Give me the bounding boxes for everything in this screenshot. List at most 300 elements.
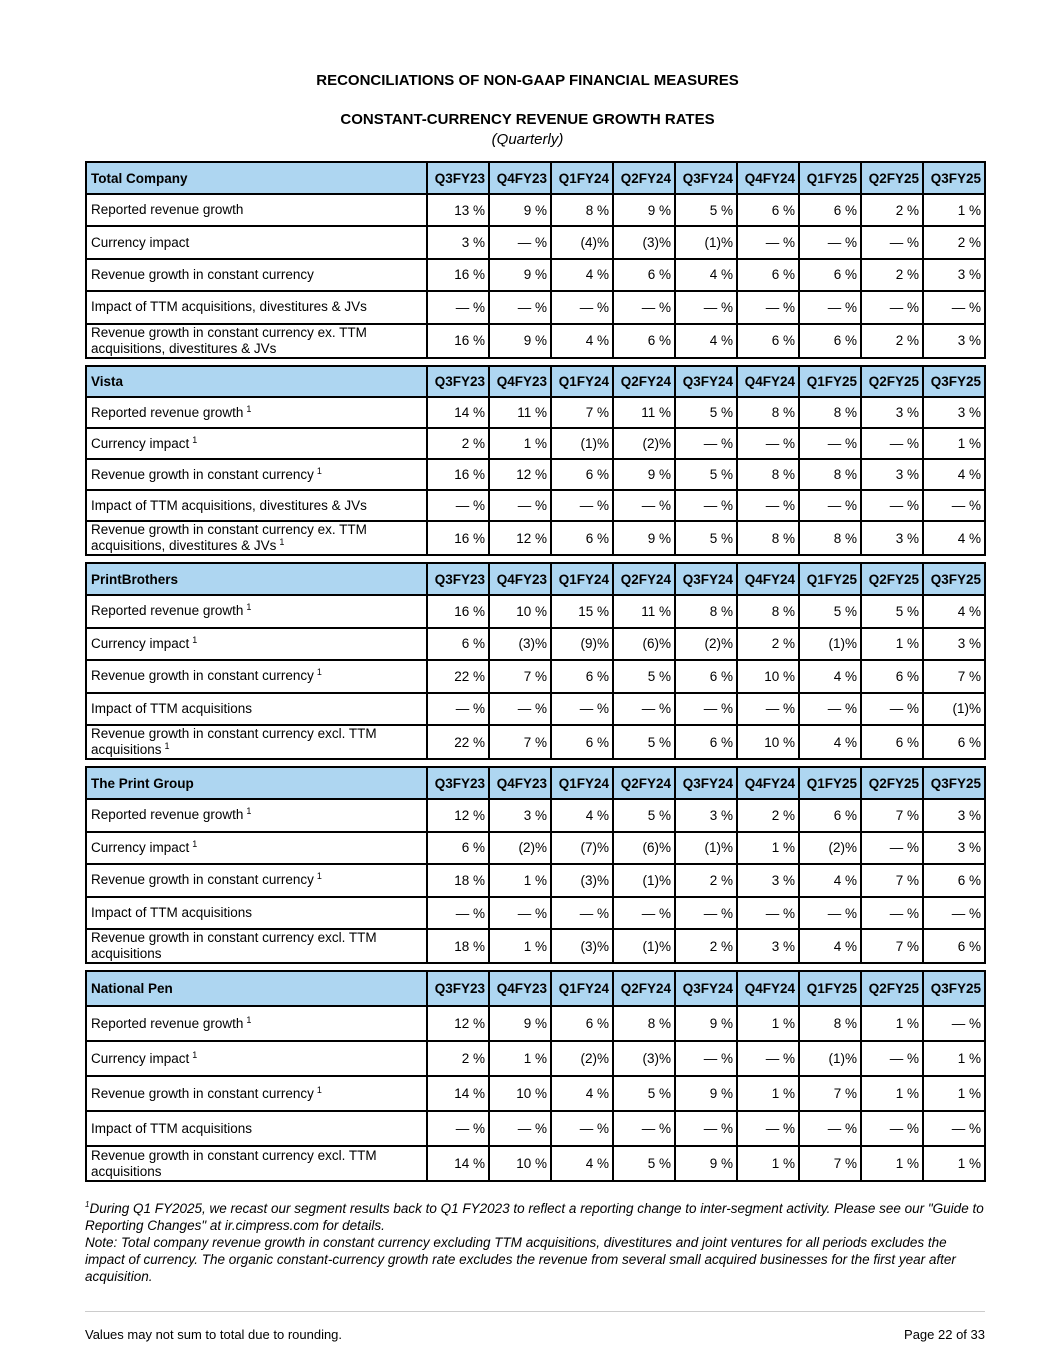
value-cell: — % (861, 832, 923, 865)
value-cell: 9 % (613, 194, 675, 226)
value-cell: 16 % (427, 324, 489, 358)
value-cell: 5 % (675, 194, 737, 226)
value-cell: 8 % (737, 595, 799, 628)
value-cell: 9 % (675, 1006, 737, 1041)
footnote-ref: 1 (316, 1084, 322, 1095)
value-cell: 9 % (489, 1006, 551, 1041)
footnote-text: During Q1 FY2025, we recast our segment results back to Q1 FY2023 to reflect a reporting change to inter-segment activity. Please see our "Guide to Reporting Changes" at ir.cimpress.com for details. (85, 1201, 984, 1233)
footnote-ref: 1 (192, 634, 198, 645)
value-cell: 18 % (427, 929, 489, 963)
value-cell: — % (613, 897, 675, 930)
column-header: Q2FY25 (861, 162, 923, 194)
value-cell: — % (489, 226, 551, 258)
table-row (86, 595, 985, 628)
row-label (86, 291, 427, 323)
row-label (86, 1076, 427, 1111)
row-label-text: Reported revenue growth (91, 202, 244, 218)
value-cell: (3)% (613, 226, 675, 258)
table-row (86, 832, 985, 865)
value-cell: 4 % (799, 660, 861, 693)
segment-name: National Pen (86, 971, 427, 1006)
value-cell: 16 % (427, 259, 489, 291)
value-cell: 3 % (861, 459, 923, 490)
value-cell: 16 % (427, 595, 489, 628)
value-cell: 5 % (613, 799, 675, 832)
value-cell: — % (675, 490, 737, 521)
table-row (86, 259, 985, 291)
value-cell: 1 % (861, 628, 923, 661)
value-cell: — % (737, 226, 799, 258)
value-cell: — % (861, 428, 923, 459)
value-cell: 7 % (799, 1146, 861, 1181)
row-label (86, 428, 427, 459)
table-total-company (85, 161, 986, 359)
value-cell: 1 % (861, 1006, 923, 1041)
value-cell: 6 % (675, 660, 737, 693)
value-cell: — % (675, 693, 737, 726)
table-row (86, 1111, 985, 1146)
row-label-text: Currency impact (91, 435, 190, 451)
row-label (86, 693, 427, 726)
value-cell: — % (551, 490, 613, 521)
value-cell: 1 % (737, 832, 799, 865)
value-cell: 1 % (861, 1146, 923, 1181)
value-cell: 7 % (923, 660, 985, 693)
table-row (86, 929, 985, 963)
value-cell: 6 % (923, 929, 985, 963)
footnote-ref: 1 (316, 465, 322, 476)
value-cell: — % (489, 1111, 551, 1146)
segment-name: Vista (86, 366, 427, 397)
value-cell: 1 % (489, 864, 551, 897)
value-cell: — % (861, 693, 923, 726)
value-cell: 5 % (675, 397, 737, 428)
column-header: Q1FY24 (551, 767, 613, 799)
column-header: Q3FY25 (923, 162, 985, 194)
value-cell: — % (675, 291, 737, 323)
value-cell: 6 % (799, 194, 861, 226)
value-cell: 9 % (613, 521, 675, 555)
column-header: Q3FY23 (427, 366, 489, 397)
value-cell: 5 % (613, 660, 675, 693)
table-row (86, 459, 985, 490)
value-cell: — % (489, 693, 551, 726)
value-cell: 4 % (551, 799, 613, 832)
value-cell: — % (675, 1041, 737, 1076)
value-cell: 4 % (551, 259, 613, 291)
value-cell: 6 % (737, 259, 799, 291)
footer-rounding-note: Values may not sum to total due to rounding. (85, 1327, 343, 1342)
value-cell: — % (799, 291, 861, 323)
value-cell: 8 % (799, 459, 861, 490)
value-cell: (1)% (675, 226, 737, 258)
row-label-text: Impact of TTM acquisitions, divestitures & JVs (91, 299, 367, 315)
value-cell: — % (923, 1111, 985, 1146)
value-cell: — % (675, 897, 737, 930)
period-label: (Quarterly) (491, 131, 564, 148)
column-header: Q3FY24 (675, 971, 737, 1006)
value-cell: 9 % (489, 194, 551, 226)
value-cell: — % (923, 1006, 985, 1041)
column-header: Q1FY25 (799, 971, 861, 1006)
value-cell: 1 % (923, 194, 985, 226)
value-cell: 22 % (427, 660, 489, 693)
row-label (86, 799, 427, 832)
value-cell: — % (489, 291, 551, 323)
value-cell: — % (923, 291, 985, 323)
table-row (86, 1006, 985, 1041)
value-cell: 1 % (923, 1041, 985, 1076)
row-label (86, 1041, 427, 1076)
column-header: Q2FY24 (613, 162, 675, 194)
row-label-text: Revenue growth in constant currency excl. TTM acquisitions (91, 930, 377, 962)
value-cell: 10 % (737, 660, 799, 693)
value-cell: 7 % (489, 725, 551, 759)
value-cell: 22 % (427, 725, 489, 759)
column-header: Q2FY24 (613, 366, 675, 397)
page-number: Page 22 of 33 (904, 1327, 985, 1342)
value-cell: 2 % (427, 1041, 489, 1076)
table-row (86, 291, 985, 323)
value-cell: 8 % (799, 1006, 861, 1041)
value-cell: — % (427, 490, 489, 521)
value-cell: (2)% (799, 832, 861, 865)
value-cell: — % (737, 490, 799, 521)
footnote-marker: 1 (85, 1200, 90, 1209)
value-cell: — % (737, 428, 799, 459)
value-cell: 14 % (427, 397, 489, 428)
row-label-text: Reported revenue growth (91, 1015, 244, 1031)
column-header: Q3FY23 (427, 563, 489, 595)
table-header-row (86, 767, 985, 799)
table-row (86, 897, 985, 930)
value-cell: (2)% (489, 832, 551, 865)
table-row (86, 799, 985, 832)
value-cell: — % (551, 291, 613, 323)
column-header: Q3FY25 (923, 767, 985, 799)
value-cell: 12 % (427, 799, 489, 832)
value-cell: (3)% (489, 628, 551, 661)
page-title: RECONCILIATIONS OF NON-GAAP FINANCIAL MEASURES (316, 72, 739, 89)
value-cell: 4 % (799, 929, 861, 963)
segment-name: PrintBrothers (86, 563, 427, 595)
row-label-text: Revenue growth in constant currency excl. TTM acquisitions (91, 726, 377, 757)
table-row (86, 1146, 985, 1181)
footnote-ref: 1 (316, 667, 322, 678)
value-cell: 6 % (737, 324, 799, 358)
value-cell: 4 % (923, 595, 985, 628)
value-cell: — % (799, 226, 861, 258)
column-header: Q1FY25 (799, 366, 861, 397)
row-label (86, 1111, 427, 1146)
table-row (86, 490, 985, 521)
column-header: Q4FY23 (489, 563, 551, 595)
value-cell: 1 % (861, 1076, 923, 1111)
value-cell: — % (799, 1111, 861, 1146)
value-cell: 2 % (861, 324, 923, 358)
row-label-text: Impact of TTM acquisitions (91, 700, 253, 716)
value-cell: 1 % (737, 1146, 799, 1181)
value-cell: 9 % (675, 1146, 737, 1181)
value-cell: — % (427, 1111, 489, 1146)
footnote-ref: 1 (164, 741, 170, 751)
value-cell: — % (489, 490, 551, 521)
row-label (86, 725, 427, 759)
table-header-row (86, 563, 985, 595)
row-label (86, 324, 427, 358)
value-cell: — % (861, 1111, 923, 1146)
value-cell: (4)% (551, 226, 613, 258)
value-cell: 8 % (675, 595, 737, 628)
row-label-text: Revenue growth in constant currency (91, 1085, 314, 1101)
row-label-text: Revenue growth in constant currency (91, 266, 314, 282)
row-label (86, 897, 427, 930)
table-row (86, 725, 985, 759)
value-cell: 2 % (675, 864, 737, 897)
value-cell: 3 % (675, 799, 737, 832)
row-label (86, 259, 427, 291)
column-header: Q4FY23 (489, 971, 551, 1006)
row-label-text: Currency impact (91, 839, 190, 855)
row-label (86, 864, 427, 897)
value-cell: 8 % (551, 194, 613, 226)
footnote-ref: 1 (246, 806, 252, 817)
footnote-ref: 1 (192, 838, 198, 849)
value-cell: 14 % (427, 1146, 489, 1181)
value-cell: 7 % (551, 397, 613, 428)
column-header: Q1FY24 (551, 162, 613, 194)
value-cell: — % (613, 291, 675, 323)
table-header-row (86, 971, 985, 1006)
table-the-print-group (85, 766, 986, 964)
value-cell: — % (551, 693, 613, 726)
column-header: Q2FY25 (861, 563, 923, 595)
value-cell: 4 % (923, 459, 985, 490)
value-cell: — % (551, 897, 613, 930)
table-printbrothers (85, 562, 986, 760)
value-cell: 5 % (613, 1076, 675, 1111)
table-vista (85, 365, 986, 556)
value-cell: 12 % (427, 1006, 489, 1041)
value-cell: 1 % (923, 428, 985, 459)
value-cell: — % (675, 428, 737, 459)
value-cell: — % (737, 897, 799, 930)
value-cell: — % (613, 490, 675, 521)
row-label-text: Reported revenue growth (91, 807, 244, 823)
value-cell: 3 % (923, 324, 985, 358)
value-cell: 3 % (427, 226, 489, 258)
row-label (86, 832, 427, 865)
footnote-ref: 1 (192, 434, 198, 445)
footnote-ref: 1 (246, 602, 252, 613)
value-cell: 1 % (923, 1076, 985, 1111)
value-cell: 11 % (489, 397, 551, 428)
table-row (86, 864, 985, 897)
column-header: Q1FY24 (551, 971, 613, 1006)
footnote-ref: 1 (246, 403, 252, 414)
value-cell: 9 % (613, 459, 675, 490)
column-header: Q1FY25 (799, 162, 861, 194)
row-label-text: Impact of TTM acquisitions (91, 1120, 253, 1136)
segment-name: Total Company (86, 162, 427, 194)
value-cell: (2)% (675, 628, 737, 661)
value-cell: 8 % (799, 521, 861, 555)
value-cell: (6)% (613, 832, 675, 865)
value-cell: 12 % (489, 459, 551, 490)
value-cell: 14 % (427, 1076, 489, 1111)
value-cell: 2 % (923, 226, 985, 258)
row-label (86, 660, 427, 693)
value-cell: — % (861, 291, 923, 323)
column-header: Q3FY24 (675, 767, 737, 799)
footnote (85, 1200, 985, 1285)
table-national-pen (85, 970, 986, 1182)
value-cell: 2 % (737, 628, 799, 661)
value-cell: — % (427, 693, 489, 726)
value-cell: 3 % (923, 397, 985, 428)
column-header: Q3FY24 (675, 162, 737, 194)
value-cell: — % (613, 1111, 675, 1146)
value-cell: 6 % (861, 725, 923, 759)
value-cell: 6 % (551, 521, 613, 555)
column-header: Q4FY24 (737, 971, 799, 1006)
row-label-text: Revenue growth in constant currency ex. TTM acquisitions, divestitures & JVs (91, 522, 367, 553)
value-cell: — % (861, 490, 923, 521)
row-label-text: Impact of TTM acquisitions, divestitures & JVs (91, 497, 367, 513)
value-cell: 10 % (489, 595, 551, 628)
footnote-ref: 1 (246, 1014, 252, 1025)
value-cell: (1)% (923, 693, 985, 726)
value-cell: (1)% (799, 1041, 861, 1076)
value-cell: 12 % (489, 521, 551, 555)
row-label (86, 226, 427, 258)
value-cell: — % (427, 291, 489, 323)
value-cell: — % (427, 897, 489, 930)
column-header: Q1FY25 (799, 563, 861, 595)
value-cell: 9 % (489, 259, 551, 291)
value-cell: 6 % (799, 799, 861, 832)
value-cell: — % (861, 1041, 923, 1076)
value-cell: (2)% (613, 428, 675, 459)
row-label-text: Impact of TTM acquisitions (91, 905, 253, 921)
value-cell: (1)% (613, 929, 675, 963)
table-row (86, 397, 985, 428)
value-cell: (2)% (551, 1041, 613, 1076)
value-cell: (3)% (613, 1041, 675, 1076)
row-label (86, 459, 427, 490)
value-cell: 9 % (489, 324, 551, 358)
value-cell: 3 % (923, 628, 985, 661)
value-cell: 6 % (427, 832, 489, 865)
row-label-text: Reported revenue growth (91, 603, 244, 619)
value-cell: (1)% (675, 832, 737, 865)
value-cell: (1)% (551, 428, 613, 459)
value-cell: 2 % (737, 799, 799, 832)
column-header: Q2FY25 (861, 971, 923, 1006)
value-cell: 1 % (737, 1006, 799, 1041)
value-cell: (1)% (799, 628, 861, 661)
value-cell: 16 % (427, 459, 489, 490)
column-header: Q2FY25 (861, 366, 923, 397)
column-header: Q3FY23 (427, 767, 489, 799)
row-label-text: Reported revenue growth (91, 404, 244, 420)
table-row (86, 324, 985, 358)
value-cell: 6 % (737, 194, 799, 226)
value-cell: — % (861, 897, 923, 930)
value-cell: 2 % (861, 194, 923, 226)
value-cell: 8 % (799, 397, 861, 428)
table-header-row (86, 366, 985, 397)
value-cell: 7 % (861, 864, 923, 897)
value-cell: — % (675, 1111, 737, 1146)
value-cell: 6 % (551, 725, 613, 759)
value-cell: — % (737, 693, 799, 726)
value-cell: 11 % (613, 595, 675, 628)
value-cell: — % (799, 428, 861, 459)
value-cell: 7 % (489, 660, 551, 693)
value-cell: — % (923, 490, 985, 521)
value-cell: (7)% (551, 832, 613, 865)
row-label (86, 194, 427, 226)
value-cell: 5 % (799, 595, 861, 628)
column-header: Q4FY24 (737, 366, 799, 397)
value-cell: (9)% (551, 628, 613, 661)
row-label-text: Revenue growth in constant currency ex. TTM acquisitions, divestitures & JVs (91, 324, 367, 356)
value-cell: 4 % (675, 259, 737, 291)
value-cell: (6)% (613, 628, 675, 661)
column-header: Q4FY23 (489, 162, 551, 194)
row-label (86, 521, 427, 555)
value-cell: — % (551, 1111, 613, 1146)
value-cell: 3 % (923, 259, 985, 291)
value-cell: 10 % (489, 1076, 551, 1111)
row-label (86, 929, 427, 963)
value-cell: 3 % (737, 929, 799, 963)
value-cell: 4 % (799, 864, 861, 897)
value-cell: 6 % (613, 324, 675, 358)
value-cell: 3 % (737, 864, 799, 897)
value-cell: 4 % (551, 324, 613, 358)
row-label-text: Currency impact (91, 1050, 190, 1066)
value-cell: 8 % (613, 1006, 675, 1041)
value-cell: 13 % (427, 194, 489, 226)
value-cell: 7 % (799, 1076, 861, 1111)
table-row (86, 628, 985, 661)
footnote-ref: 1 (279, 537, 285, 547)
value-cell: 7 % (861, 799, 923, 832)
row-label-text: Revenue growth in constant currency (91, 668, 314, 684)
value-cell: 10 % (489, 1146, 551, 1181)
row-label-text: Revenue growth in constant currency excl. TTM acquisitions (91, 1147, 377, 1179)
value-cell: 6 % (923, 725, 985, 759)
value-cell: 1 % (489, 428, 551, 459)
value-cell: — % (737, 291, 799, 323)
value-cell: 4 % (551, 1146, 613, 1181)
value-cell: 6 % (551, 1006, 613, 1041)
value-cell: — % (799, 490, 861, 521)
column-header: Q4FY24 (737, 563, 799, 595)
value-cell: 2 % (861, 259, 923, 291)
value-cell: 5 % (613, 1146, 675, 1181)
column-header: Q1FY24 (551, 366, 613, 397)
value-cell: 9 % (675, 1076, 737, 1111)
column-header: Q3FY23 (427, 971, 489, 1006)
row-label-text: Currency impact (91, 234, 190, 250)
value-cell: 4 % (923, 521, 985, 555)
value-cell: 3 % (923, 799, 985, 832)
section-title: CONSTANT-CURRENCY REVENUE GROWTH RATES (340, 111, 715, 128)
table-row (86, 226, 985, 258)
